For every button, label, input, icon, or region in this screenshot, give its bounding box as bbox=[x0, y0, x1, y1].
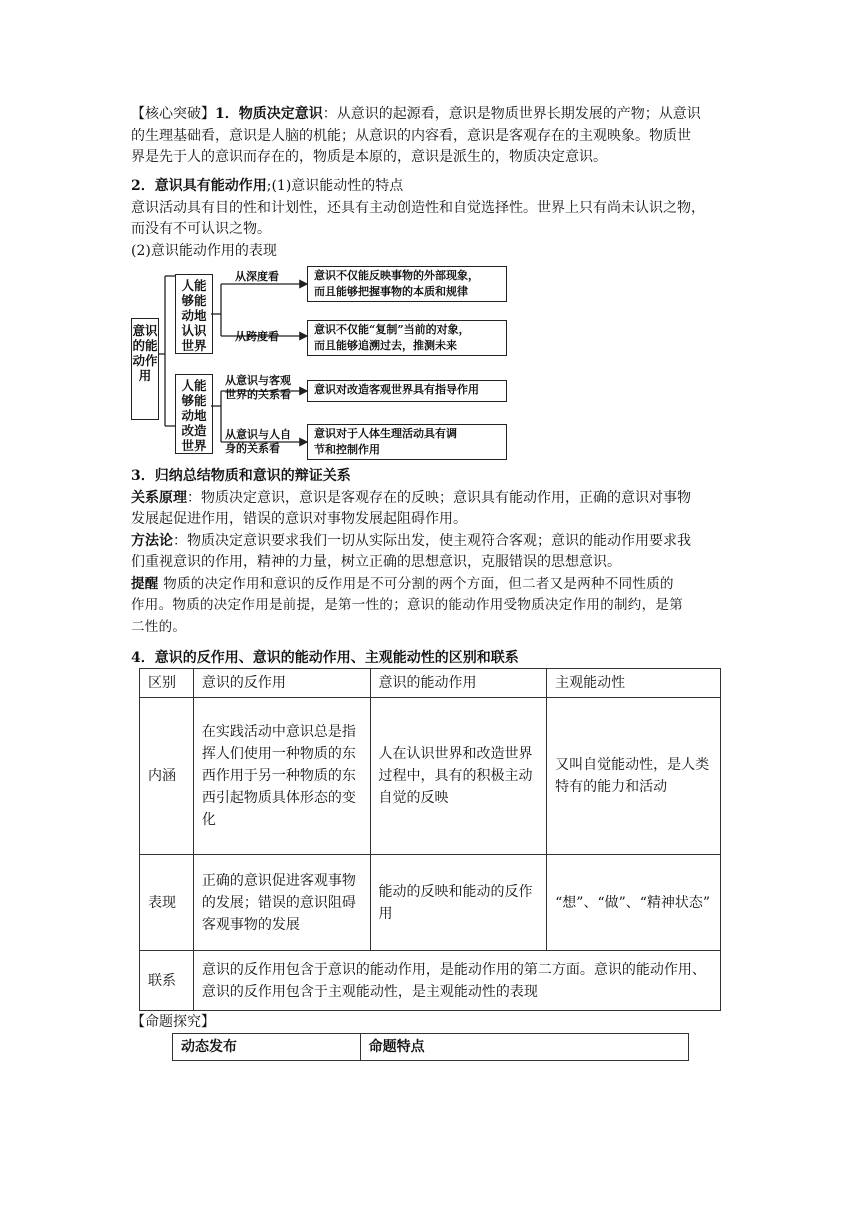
hint-text-line3: 二性的。 bbox=[131, 618, 187, 635]
branch-node-transform bbox=[175, 374, 213, 454]
row-label-manifestation: 表现 bbox=[140, 855, 194, 951]
hint-text-line1: 物质的决定作用和意识的反作用是不可分割的两个方面，但二者又是两种不同性质的 bbox=[158, 575, 674, 592]
core-breakthrough-paragraph bbox=[131, 104, 731, 169]
edge-label-objective-line2: 世界的关系看 bbox=[225, 388, 291, 401]
edge-label-depth: 从深度看 bbox=[235, 270, 279, 283]
item1-text-line3: 界是先于人的意识而存在的，物质是本原的，意识是派生的，物质决定意识。 bbox=[131, 149, 607, 165]
row-label-connotation: 内涵 bbox=[140, 698, 194, 855]
item2-subheading: ;(1)意识能动性的特点 bbox=[266, 178, 404, 194]
table-row-connection bbox=[140, 951, 721, 1011]
initiative-diagram bbox=[131, 266, 516, 466]
edge-label-self bbox=[225, 428, 291, 456]
item2-heading: 2．意识具有能动作用 bbox=[131, 178, 267, 194]
method-text-line2: 们重视意识的作用，精神的力量，树立正确的思想意识，克服错误的思想意识。 bbox=[131, 554, 621, 570]
table-row-manifestation bbox=[140, 855, 721, 951]
result-box-regulate bbox=[307, 424, 507, 460]
branch-node-cognize-text: 人能够能动地认识世界 bbox=[181, 278, 207, 353]
result-box-regulate-line1: 意识对于人体生理活动具有调 bbox=[314, 427, 457, 440]
principle-text-line1: ：物质决定意识，意识是客观存在的反映；意识具有能动作用，正确的意识对事物 bbox=[187, 489, 691, 506]
branch-node-transform-text: 人能够能动地改造世界 bbox=[181, 378, 207, 453]
item2-subheading-2: (2)意识能动作用的表现 bbox=[131, 242, 277, 259]
hint-label: 提醒 bbox=[131, 575, 159, 592]
section4-title: 4．意识的反作用、意识的能动作用、主观能动性的区别和联系 bbox=[131, 650, 519, 666]
edge-label-objective bbox=[225, 374, 291, 402]
result-box-depth-line2: 而且能够把握事物的本质和规律 bbox=[314, 285, 468, 298]
edge-label-self-line1: 从意识与人自 bbox=[225, 428, 291, 441]
proposition-table bbox=[172, 1033, 689, 1061]
root-node-text: 意识的能动作用 bbox=[132, 323, 158, 383]
comparison-table bbox=[139, 668, 721, 1011]
result-box-span-line1: 意识不仅能“复制”当前的对象， bbox=[314, 323, 470, 336]
proposition-col-features: 命题特点 bbox=[360, 1034, 688, 1061]
proposition-table-header-row bbox=[173, 1034, 689, 1061]
method-text-line1: ：物质决定意识要求我们一切从实际出发，使主观符合客观；意识的能动作用要求我 bbox=[173, 532, 691, 549]
item2-text-line1: 意识活动具有目的性和计划性，还具有主动创造性和自觉选择性。世界上只有尚未认识之物， bbox=[131, 199, 705, 216]
table-header-row bbox=[140, 669, 721, 698]
result-box-regulate-line2: 节和控制作用 bbox=[314, 443, 380, 456]
edge-label-span: 从跨度看 bbox=[235, 330, 279, 343]
branch-node-cognize bbox=[175, 274, 213, 354]
result-box-span-line2: 而且能够追溯过去，推测未来 bbox=[314, 339, 457, 352]
proposition-heading bbox=[131, 1012, 731, 1034]
edge-label-objective-line1: 从意识与客观 bbox=[225, 374, 291, 387]
method-label: 方法论 bbox=[131, 532, 173, 549]
table-cell: “想”、“做”、“精神状态” bbox=[547, 855, 721, 951]
item1-text-line2: 的生理基础看，意识是人脑的机能；从意识的内容看，意识是客观存在的主观映象。物质世 bbox=[131, 127, 691, 144]
table-cell: 人在认识世界和改造世界过程中，具有的积极主动自觉的反映 bbox=[370, 698, 547, 855]
section3-title: 3．归纳总结物质和意识的辩证关系 bbox=[131, 468, 351, 484]
result-box-guide: 意识对改造客观世界具有指导作用 bbox=[307, 380, 507, 402]
table-header-cell: 区别 bbox=[140, 669, 194, 698]
proposition-col-dynamic: 动态发布 bbox=[173, 1034, 361, 1061]
hint-text-line2: 作用。物质的决定作用是前提，是第一性的；意识的能动作用受物质决定作用的制约，是第 bbox=[131, 597, 683, 613]
dialectical-relation-paragraph bbox=[131, 466, 731, 638]
table-row-connotation bbox=[140, 698, 721, 855]
principle-label: 关系原理 bbox=[131, 489, 187, 506]
consciousness-initiative-paragraph bbox=[131, 176, 731, 262]
table-cell: 意识的反作用包含于意识的能动作用，是能动作用的第二方面。意识的能动作用、意识的反作用包含于主观能动性，是主观能动性的表现 bbox=[193, 951, 720, 1011]
result-box-depth bbox=[307, 266, 507, 302]
result-box-span bbox=[307, 320, 507, 356]
table-cell: 正确的意识促进客观事物的发展；错误的意识阻碍客观事物的发展 bbox=[193, 855, 370, 951]
section4-heading bbox=[131, 648, 731, 670]
result-box-depth-line1: 意识不仅能反映事物的外部现象， bbox=[314, 269, 479, 282]
table-cell: 在实践活动中意识总是指挥人们使用一种物质的东西作用于另一种物质的东西引起物质具体形态的变化 bbox=[193, 698, 370, 855]
root-node bbox=[131, 318, 159, 420]
row-label-connection: 联系 bbox=[140, 951, 194, 1011]
edge-label-self-line2: 身的关系看 bbox=[225, 442, 280, 455]
item1-text-line1: ：从意识的起源看，意识是物质世界长期发展的产物；从意识 bbox=[322, 106, 701, 122]
table-cell: 又叫自觉能动性，是人类特有的能力和活动 bbox=[547, 698, 721, 855]
section-bracket-label: 【核心突破】 bbox=[131, 106, 215, 122]
principle-text-line2: 发展起促进作用，错误的意识对事物发展起阻碍作用。 bbox=[131, 511, 467, 527]
section5-title: 【命题探究】 bbox=[131, 1014, 215, 1030]
table-header-cell: 意识的反作用 bbox=[193, 669, 370, 698]
item1-heading: 1．物质决定意识 bbox=[215, 106, 323, 122]
table-header-cell: 意识的能动作用 bbox=[370, 669, 547, 698]
table-cell: 能动的反映和能动的反作用 bbox=[370, 855, 547, 951]
item2-text-line2: 而没有不可认识之物。 bbox=[131, 221, 271, 237]
table-header-cell: 主观能动性 bbox=[547, 669, 721, 698]
